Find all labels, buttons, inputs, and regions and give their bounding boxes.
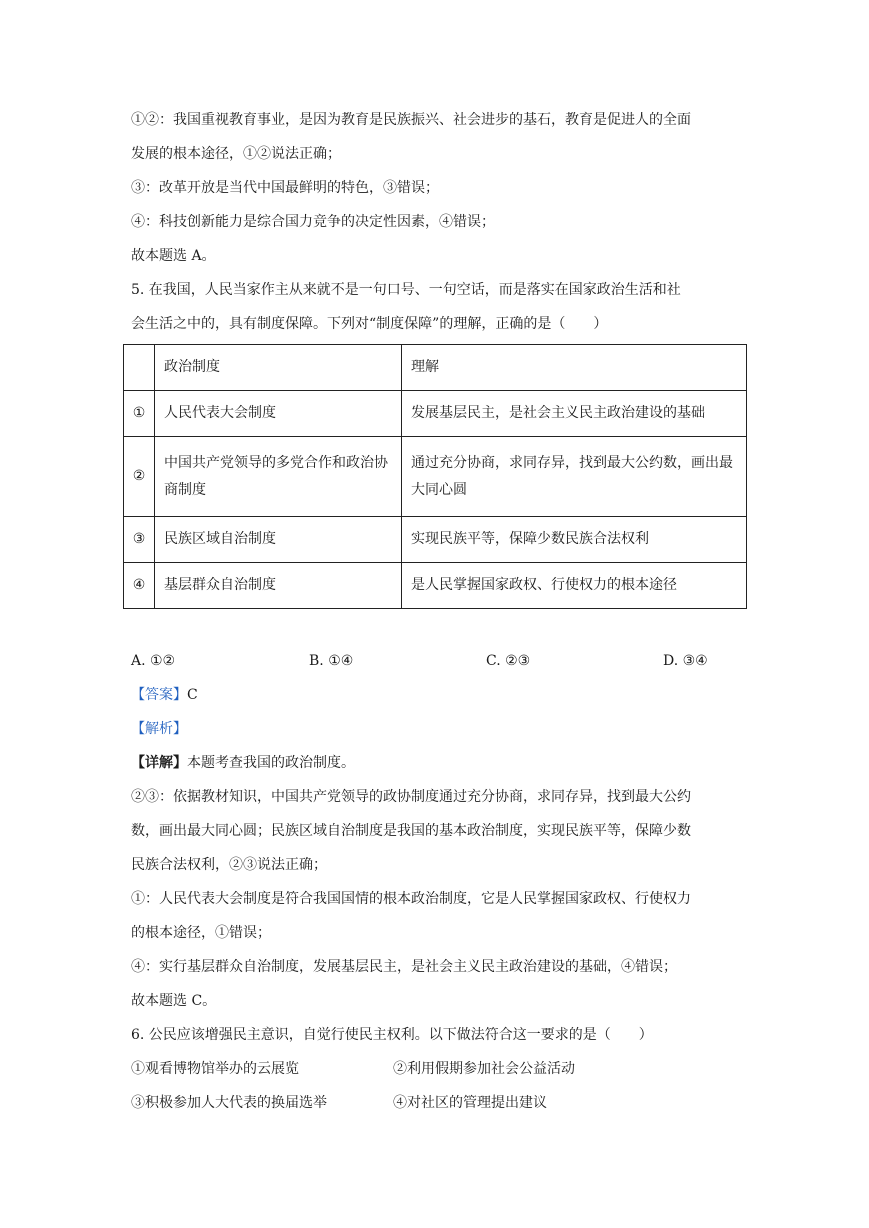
table-row	[124, 391, 747, 437]
q6-item-1: ①观看博物馆举办的云展览	[131, 1061, 299, 1077]
table-header-cell: 理解	[402, 345, 747, 391]
prev-explanation-line: 发展的根本途径，①②说法正确；	[131, 146, 341, 162]
explanation-line: 的根本途径，①错误；	[131, 925, 271, 941]
question-5-stem: 5. 在我国，人民当家作主从来就不是一句口号、一句空话，而是落实在国家政治生活和社	[131, 282, 681, 298]
row-number: ③	[124, 517, 155, 563]
row-number: ②	[124, 437, 155, 517]
system-cell: 人民代表大会制度	[155, 391, 402, 437]
system-cell: 民族区域自治制度	[155, 517, 402, 563]
system-cell: 基层群众自治制度	[155, 563, 402, 609]
understanding-cell: 实现民族平等，保障少数民族合法权利	[402, 517, 747, 563]
option-c: C. ②③	[486, 653, 531, 669]
understanding-cell: 通过充分协商，求同存异，找到最大公约数，画出最大同心圆	[402, 437, 747, 517]
analysis-line	[131, 718, 187, 740]
option-b: B. ①④	[309, 653, 354, 669]
table-header-cell	[124, 345, 155, 391]
question-5-stem: 会生活之中的，具有制度保障。下列对“制度保障”的理解，正确的是（ ）	[131, 316, 608, 332]
table-row	[124, 563, 747, 609]
prev-explanation-line: ①②：我国重视教育事业，是因为教育是民族振兴、社会进步的基石，教育是促进人的全面	[131, 112, 691, 128]
option-d: D. ③④	[663, 653, 708, 669]
answer-line	[131, 684, 198, 706]
system-cell: 中国共产党领导的多党合作和政治协商制度	[155, 437, 402, 517]
answer-value: C	[187, 687, 198, 703]
understanding-cell: 发展基层民主，是社会主义民主政治建设的基础	[402, 391, 747, 437]
detail-tag: 【详解】	[131, 755, 187, 771]
detail-line	[131, 752, 355, 774]
table-row	[124, 437, 747, 517]
detail-text: 本题考查我国的政治制度。	[187, 755, 355, 771]
explanation-line: ①：人民代表大会制度是符合我国国情的根本政治制度，它是人民掌握国家政权、行使权力	[131, 891, 691, 907]
conclusion-line: 故本题选 C。	[131, 993, 217, 1009]
explanation-line: 民族合法权利，②③说法正确；	[131, 857, 327, 873]
explanation-line: ④：实行基层群众自治制度，发展基层民主，是社会主义民主政治建设的基础，④错误；	[131, 959, 677, 975]
explanation-line: 数，画出最大同心圆；民族区域自治制度是我国的基本政治制度，实现民族平等，保障少数	[131, 823, 691, 839]
prev-explanation-line: ④：科技创新能力是综合国力竞争的决定性因素，④错误；	[131, 214, 495, 230]
prev-conclusion: 故本题选 A。	[131, 248, 216, 264]
row-number: ④	[124, 563, 155, 609]
table-header-cell: 政治制度	[155, 345, 402, 391]
understanding-cell: 是人民掌握国家政权、行使权力的根本途径	[402, 563, 747, 609]
q6-item-4: ④对社区的管理提出建议	[393, 1095, 547, 1111]
table-header-row	[124, 345, 747, 391]
question-6-stem: 6. 公民应该增强民主意识，自觉行使民主权利。以下做法符合这一要求的是（ ）	[131, 1027, 653, 1043]
explanation-line: ②③：依据教材知识，中国共产党领导的政协制度通过充分协商，求同存异，找到最大公约	[131, 789, 691, 805]
analysis-tag: 【解析】	[131, 721, 187, 737]
q6-item-3: ③积极参加人大代表的换届选举	[131, 1095, 327, 1111]
political-system-table	[123, 344, 747, 609]
prev-explanation-line: ③：改革开放是当代中国最鲜明的特色，③错误；	[131, 180, 439, 196]
table-row	[124, 517, 747, 563]
option-a: A. ①②	[131, 653, 176, 669]
row-number: ①	[124, 391, 155, 437]
q6-item-2: ②利用假期参加社会公益活动	[393, 1061, 575, 1077]
answer-tag: 【答案】	[131, 687, 187, 703]
